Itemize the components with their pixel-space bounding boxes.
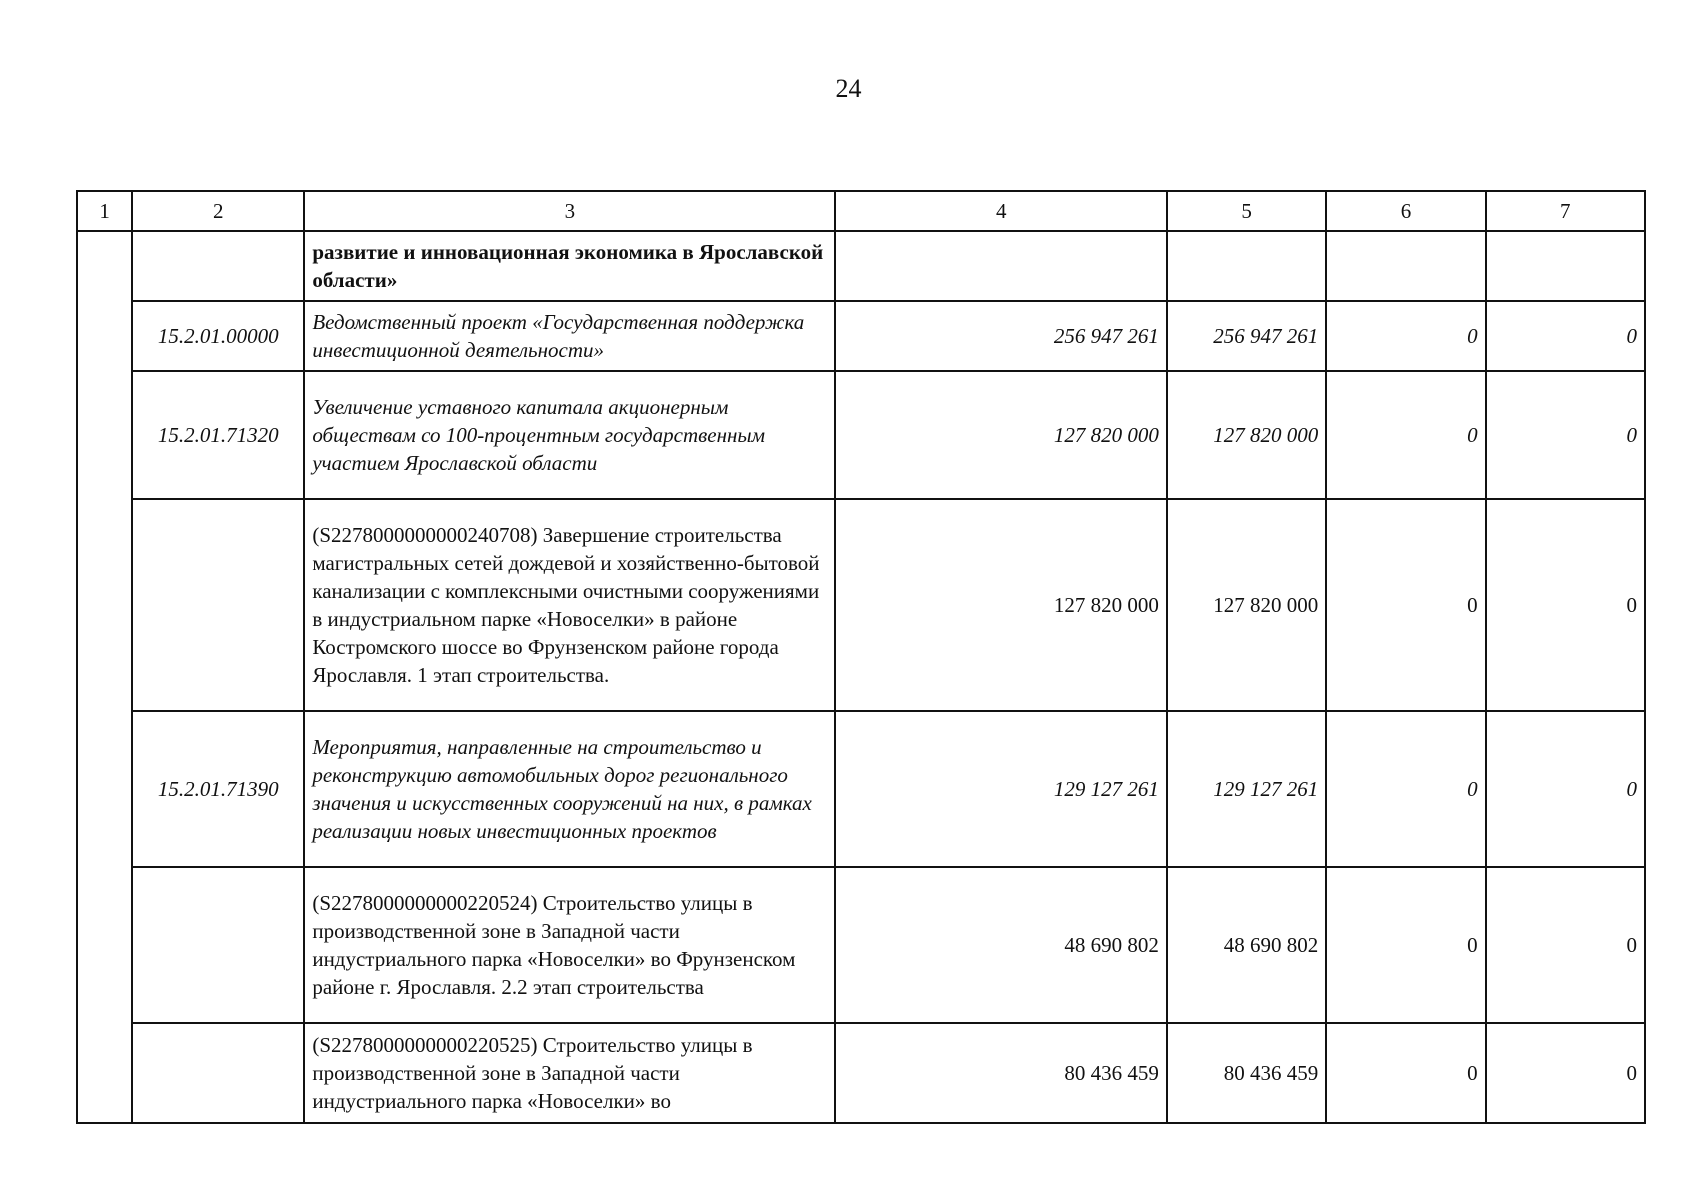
name-cell: (S2278000000000220524) Строительство улицы в производственной зоне в Западной части индустриального парка «Новоселки» во Фрунзенском районе г. Ярославля. 2.2 этап строительства <box>304 867 835 1023</box>
table-row <box>77 867 1645 1023</box>
name-cell: Ведомственный проект «Государственная поддержка инвестиционной деятельности» <box>304 301 835 371</box>
value-cell-6: 0 <box>1326 867 1485 1023</box>
code-cell: 15.2.01.71390 <box>132 711 304 867</box>
table-row <box>77 371 1645 499</box>
table-row <box>77 499 1645 711</box>
header-col-5: 5 <box>1167 191 1326 231</box>
value-cell-7: 0 <box>1486 1023 1645 1123</box>
value-cell-5 <box>1167 231 1326 301</box>
value-cell-4: 127 820 000 <box>835 371 1166 499</box>
value-cell-4: 129 127 261 <box>835 711 1166 867</box>
value-cell-7: 0 <box>1486 301 1645 371</box>
name-cell: Увеличение уставного капитала акционерным обществам со 100-процентным государственным участием Ярославской области <box>304 371 835 499</box>
header-col-6: 6 <box>1326 191 1485 231</box>
name-cell: (S2278000000000240708) Завершение строительства магистральных сетей дождевой и хозяйственно-бытовой канализации с комплексными очистными сооружениями в индустриальном парке «Новоселки» в районе Костромского шоссе во Фрунзенском районе города Ярославля. 1 этап строительства. <box>304 499 835 711</box>
header-col-1: 1 <box>77 191 132 231</box>
value-cell-4: 48 690 802 <box>835 867 1166 1023</box>
code-cell <box>132 867 304 1023</box>
value-cell-4 <box>835 231 1166 301</box>
value-cell-5: 48 690 802 <box>1167 867 1326 1023</box>
value-cell-6: 0 <box>1326 499 1485 711</box>
section-number-cell <box>77 231 132 1123</box>
header-col-4: 4 <box>835 191 1166 231</box>
value-cell-5: 256 947 261 <box>1167 301 1326 371</box>
header-col-7: 7 <box>1486 191 1645 231</box>
value-cell-5: 127 820 000 <box>1167 499 1326 711</box>
value-cell-4: 80 436 459 <box>835 1023 1166 1123</box>
name-cell: развитие и инновационная экономика в Ярославской области» <box>304 231 835 301</box>
code-cell <box>132 1023 304 1123</box>
value-cell-7: 0 <box>1486 371 1645 499</box>
code-cell: 15.2.01.00000 <box>132 301 304 371</box>
value-cell-6 <box>1326 231 1485 301</box>
table-row <box>77 231 1645 301</box>
code-cell <box>132 231 304 301</box>
table-row <box>77 1023 1645 1123</box>
header-row <box>77 191 1645 231</box>
header-col-2: 2 <box>132 191 304 231</box>
name-cell: Мероприятия, направленные на строительство и реконструкцию автомобильных дорог регионального значения и искусственных сооружений на них, в рамках реализации новых инвестиционных проектов <box>304 711 835 867</box>
value-cell-6: 0 <box>1326 371 1485 499</box>
value-cell-4: 256 947 261 <box>835 301 1166 371</box>
value-cell-5: 129 127 261 <box>1167 711 1326 867</box>
value-cell-7 <box>1486 231 1645 301</box>
code-cell: 15.2.01.71320 <box>132 371 304 499</box>
value-cell-5: 127 820 000 <box>1167 371 1326 499</box>
budget-table <box>76 190 1646 1124</box>
page-number: 24 <box>835 74 862 103</box>
code-cell <box>132 499 304 711</box>
value-cell-5: 80 436 459 <box>1167 1023 1326 1123</box>
header-col-3: 3 <box>304 191 835 231</box>
value-cell-4: 127 820 000 <box>835 499 1166 711</box>
value-cell-7: 0 <box>1486 711 1645 867</box>
name-cell: (S2278000000000220525) Строительство улицы в производственной зоне в Западной части индустриального парка «Новоселки» во <box>304 1023 835 1123</box>
value-cell-6: 0 <box>1326 1023 1485 1123</box>
value-cell-7: 0 <box>1486 499 1645 711</box>
value-cell-6: 0 <box>1326 301 1485 371</box>
value-cell-7: 0 <box>1486 867 1645 1023</box>
table-row <box>77 711 1645 867</box>
value-cell-6: 0 <box>1326 711 1485 867</box>
table-row <box>77 301 1645 371</box>
